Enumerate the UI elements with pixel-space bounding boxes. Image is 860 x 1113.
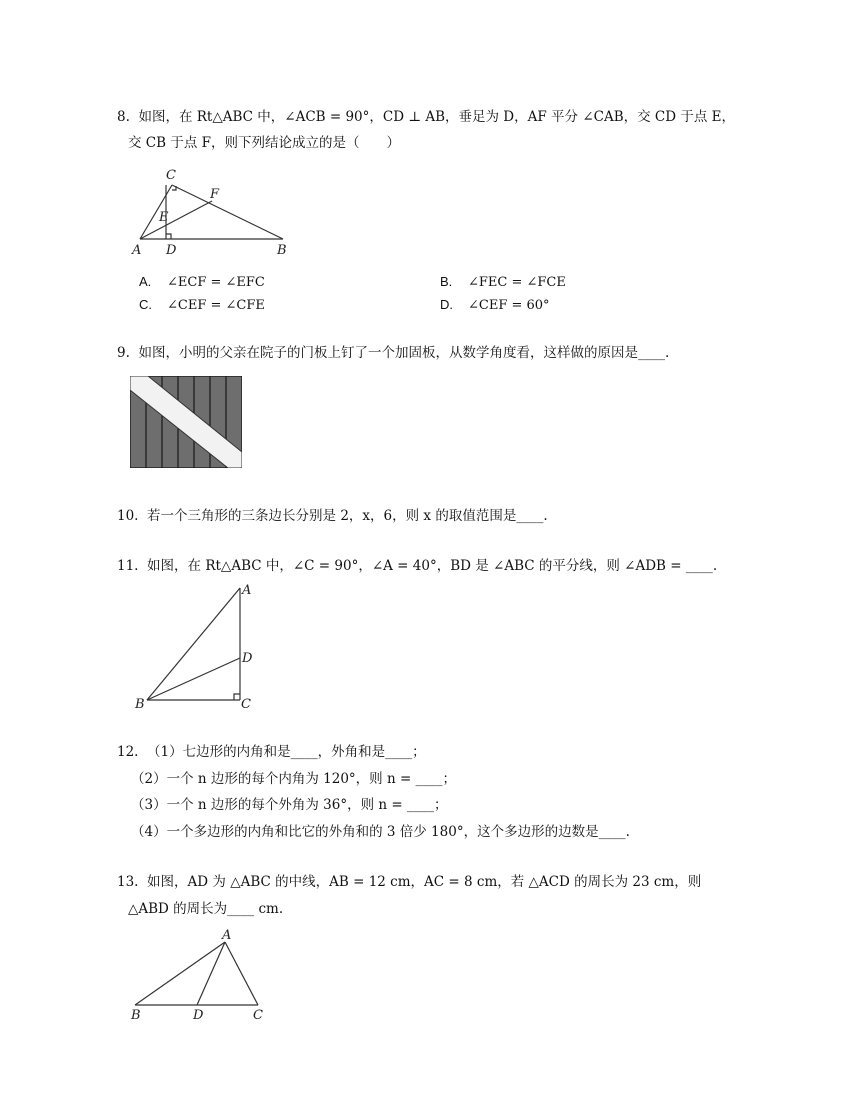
q8-option-d[interactable]: D. ∠CEF = 60° [440, 297, 550, 313]
q11-text: 11. 如图，在 Rt△ABC 中，∠C = 90°，∠A = 40°，BD 是 ∠ABC 的平分线，则 ∠ADB = ____. [117, 558, 718, 574]
right-angle-d [166, 234, 171, 239]
label-f: F [210, 187, 220, 202]
q11-figure [130, 582, 260, 712]
label-b: B [131, 1008, 141, 1023]
label-c: C [241, 697, 251, 712]
q8-text-line1: 8. 如图，在 Rt△ABC 中，∠ACB = 90°，CD ⊥ AB，垂足为 D，AF 平分 ∠CAB，交 CD 于点 E， [117, 109, 736, 125]
label-c: C [253, 1008, 263, 1023]
label-e: E [159, 210, 169, 225]
label-a: A [132, 243, 142, 258]
q8-option-c[interactable]: C. ∠CEF = ∠CFE [139, 297, 265, 313]
label-a: A [222, 928, 232, 943]
label-d: D [242, 651, 253, 666]
q9-figure-door [130, 376, 242, 468]
segment-ac [225, 942, 258, 1005]
q12-text-line4: （4）一个多边形的内角和比它的外角和的 3 倍少 180°，这个多边形的边数是____. [131, 824, 630, 840]
segment-cb [172, 185, 283, 239]
q12-text-line1: 12. （1）七边形的内角和是____，外角和是____； [117, 744, 426, 760]
q12-text-line3: （3）一个 n 边形的每个外角为 36°，则 n = ____； [131, 797, 448, 813]
label-d: D [166, 243, 177, 258]
q13-text-line2: △ABD 的周长为____ cm. [128, 901, 284, 917]
label-b: B [277, 243, 287, 258]
q8-option-a[interactable]: A. ∠ECF = ∠EFC [139, 274, 265, 290]
q13-figure [128, 928, 278, 1023]
q10-text: 10. 若一个三角形的三条边长分别是 2，x，6，则 x 的取值范围是____. [117, 508, 548, 524]
right-angle-c [234, 694, 240, 700]
q8-text-line2: 交 CB 于点 F，则下列结论成立的是（ ） [128, 135, 400, 151]
segment-ab [147, 588, 240, 700]
q8-figure [130, 165, 300, 260]
label-c: C [166, 168, 176, 183]
label-a: A [242, 583, 252, 598]
q8-option-b[interactable]: B. ∠FEC = ∠FCE [440, 274, 566, 290]
q12-text-line2: （2）一个 n 边形的每个内角为 120°，则 n = ____； [131, 771, 457, 787]
label-d: D [193, 1008, 204, 1023]
q13-text-line1: 13. 如图，AD 为 △ABC 的中线，AB = 12 cm，AC = 8 cm，若 △ACD 的周长为 23 cm，则 [117, 874, 702, 890]
label-b: B [135, 697, 145, 712]
segment-bd [147, 658, 240, 700]
q9-text: 9. 如图，小明的父亲在院子的门板上钉了一个加固板，从数学角度看，这样做的原因是____. [117, 345, 670, 361]
